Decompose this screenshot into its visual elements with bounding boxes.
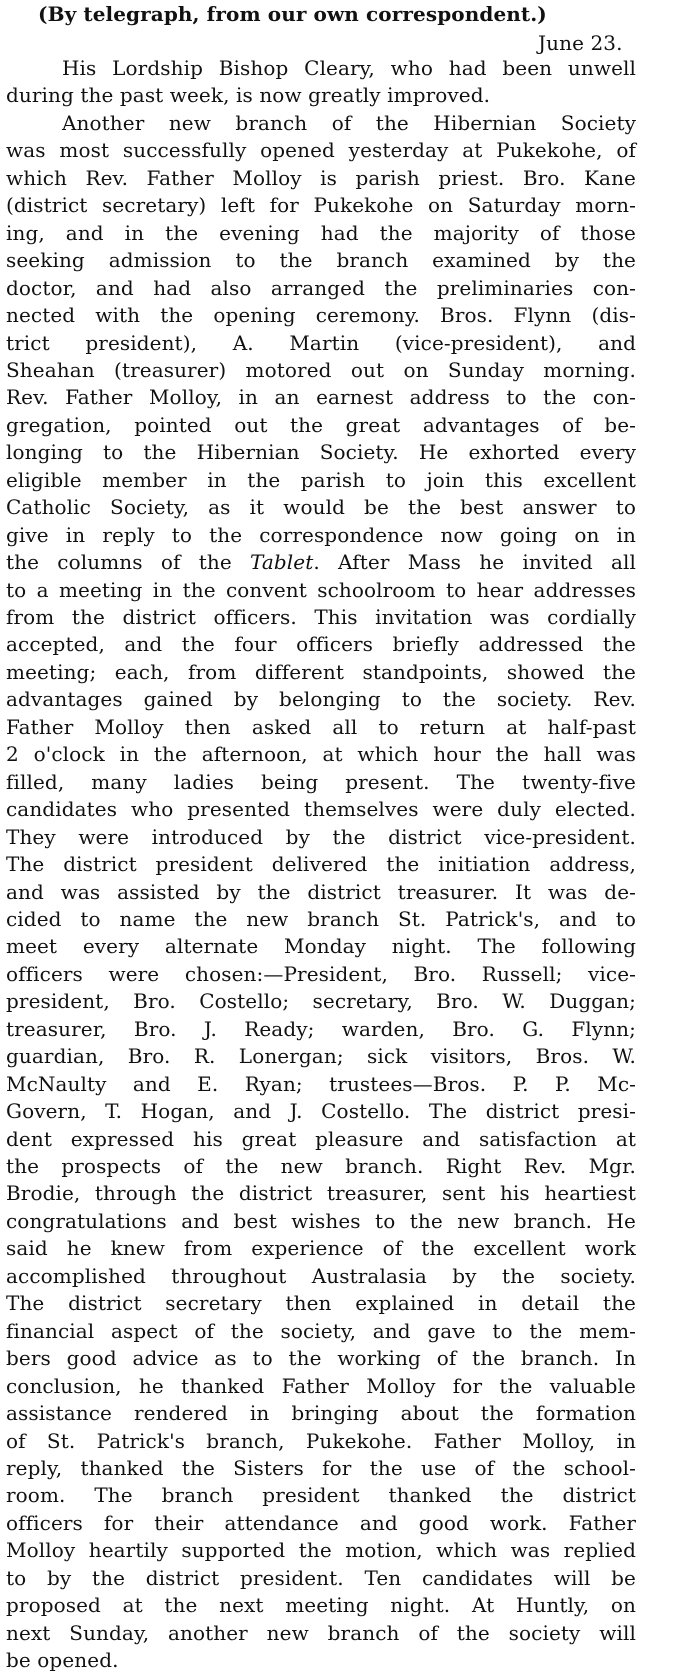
text-line: financial aspect of the society, and gave to the mem- (6, 1318, 636, 1343)
text-line: doctor, and had also arranged the preliminaries con- (6, 275, 636, 300)
text-line: Govern, T. Hogan, and J. Costello. The district presi- (6, 1099, 636, 1124)
text-line: (district secretary) left for Pukekohe on Saturday morn- (6, 193, 636, 218)
text-line: said he knew from experience of the excellent work (6, 1236, 636, 1261)
text-line: guardian, Bro. R. Lonergan; sick visitors, Bros. W. (6, 1044, 636, 1069)
text-line: officers were chosen:—President, Bro. Russell; vice- (6, 961, 636, 986)
text-line: which Rev. Father Molloy is parish priest. Bro. Kane (6, 165, 636, 190)
text-line: 2 o'clock in the afternoon, at which hour the hall was (6, 742, 636, 767)
text-line: His Lordship Bishop Cleary, who had been unwell (62, 56, 636, 80)
text-line: bers good advice as to the working of the branch. In (6, 1346, 636, 1371)
text-line: gregation, pointed out the great advantages of be- (6, 412, 636, 437)
text-line: McNaulty and E. Ryan; trustees—Bros. P. P. Mc- (6, 1071, 636, 1096)
text-line: accomplished throughout Australasia by the society. (6, 1263, 636, 1288)
text-line: give in reply to the correspondence now going on in (6, 522, 636, 547)
text-line: The district secretary then explained in detail the (6, 1291, 636, 1316)
text-line: Sheahan (treasurer) motored out on Sunday morning. (6, 357, 636, 382)
text-line: congratulations and best wishes to the new branch. He (6, 1208, 636, 1233)
text-line: Molloy heartily supported the motion, which was replied (6, 1538, 636, 1563)
text-line: be opened. (6, 1648, 119, 1673)
text-line: during the past week, is now greatly improved. (6, 83, 491, 108)
text-line: Father Molloy then asked all to return at half-past (6, 714, 636, 739)
text-line: meet every alternate Monday night. The following (6, 934, 636, 959)
text-line: room. The branch president thanked the district (6, 1483, 636, 1508)
text-line: the prospects of the new branch. Right Rev. Mgr. (6, 1154, 636, 1178)
text-line: to by the district president. Ten candidates will be (6, 1565, 636, 1590)
text-line: to a meeting in the convent schoolroom to hear addresses (6, 577, 636, 602)
text-line: Rev. Father Molloy, in an earnest address to the con- (6, 385, 636, 410)
text-line: candidates who presented themselves were duly elected. (6, 797, 636, 822)
text-line: ing, and in the evening had the majority of those (6, 220, 636, 245)
text-line: was most successfully opened yesterday at Pukekohe, of (6, 138, 636, 163)
text-line: Catholic Society, as it would be the best answer to (6, 495, 636, 520)
text-line: treasurer, Bro. J. Ready; warden, Bro. G. Flynn; (6, 1016, 636, 1041)
text-line: of St. Patrick's branch, Pukekohe. Father Molloy, in (6, 1428, 636, 1453)
text-line: cided to name the new branch St. Patrick's, and to (6, 906, 636, 931)
text-line: assistance rendered in bringing about the formation (6, 1401, 636, 1426)
text-line: They were introduced by the district vice-president. (6, 824, 636, 849)
text-line: officers for their attendance and good work. Father (6, 1510, 636, 1535)
text-line: accepted, and the four officers briefly addressed the (6, 632, 636, 657)
publication-name: Tablet (249, 550, 314, 575)
text-line: advantages gained by belonging to the society. Rev. (6, 687, 636, 712)
text-line: nected with the opening ceremony. Bros. Flynn (dis- (6, 303, 636, 328)
text-line: next Sunday, another new branch of the society will (6, 1620, 636, 1645)
text-line: conclusion, he thanked Father Molloy for the valuable (6, 1373, 636, 1398)
text-line: dent expressed his great pleasure and satisfaction at (6, 1126, 636, 1151)
dateline: June 23. (538, 31, 623, 55)
text-line: meeting; each, from different standpoints, showed the (6, 659, 636, 684)
text-line: longing to the Hibernian Society. He exhorted every (6, 440, 636, 465)
byline: (By telegraph, from our own correspondent.) (38, 2, 547, 26)
text-line: trict president), A. Martin (vice-president), and (6, 330, 636, 355)
text-line: president, Bro. Costello; secretary, Bro. W. Duggan; (6, 989, 636, 1014)
text-line: Brodie, through the district treasurer, sent his heartiest (6, 1181, 636, 1206)
text-line: The district president delivered the initiation address, (6, 852, 636, 877)
text-line: filled, many ladies being present. The twenty-five (6, 769, 636, 794)
text-line: eligible member in the parish to join this excellent (6, 467, 636, 492)
text-line: the columns of the Tablet. After Mass he invited all (6, 550, 636, 575)
text-line: Another new branch of the Hibernian Society (62, 110, 636, 135)
text-line: from the district officers. This invitation was cordially (6, 605, 636, 629)
text-line: reply, thanked the Sisters for the use of the school- (6, 1455, 636, 1480)
text-line: and was assisted by the district treasurer. It was de- (6, 879, 636, 904)
text-line: proposed at the next meeting night. At Huntly, on (6, 1593, 636, 1618)
text-line: seeking admission to the branch examined by the (6, 248, 636, 273)
